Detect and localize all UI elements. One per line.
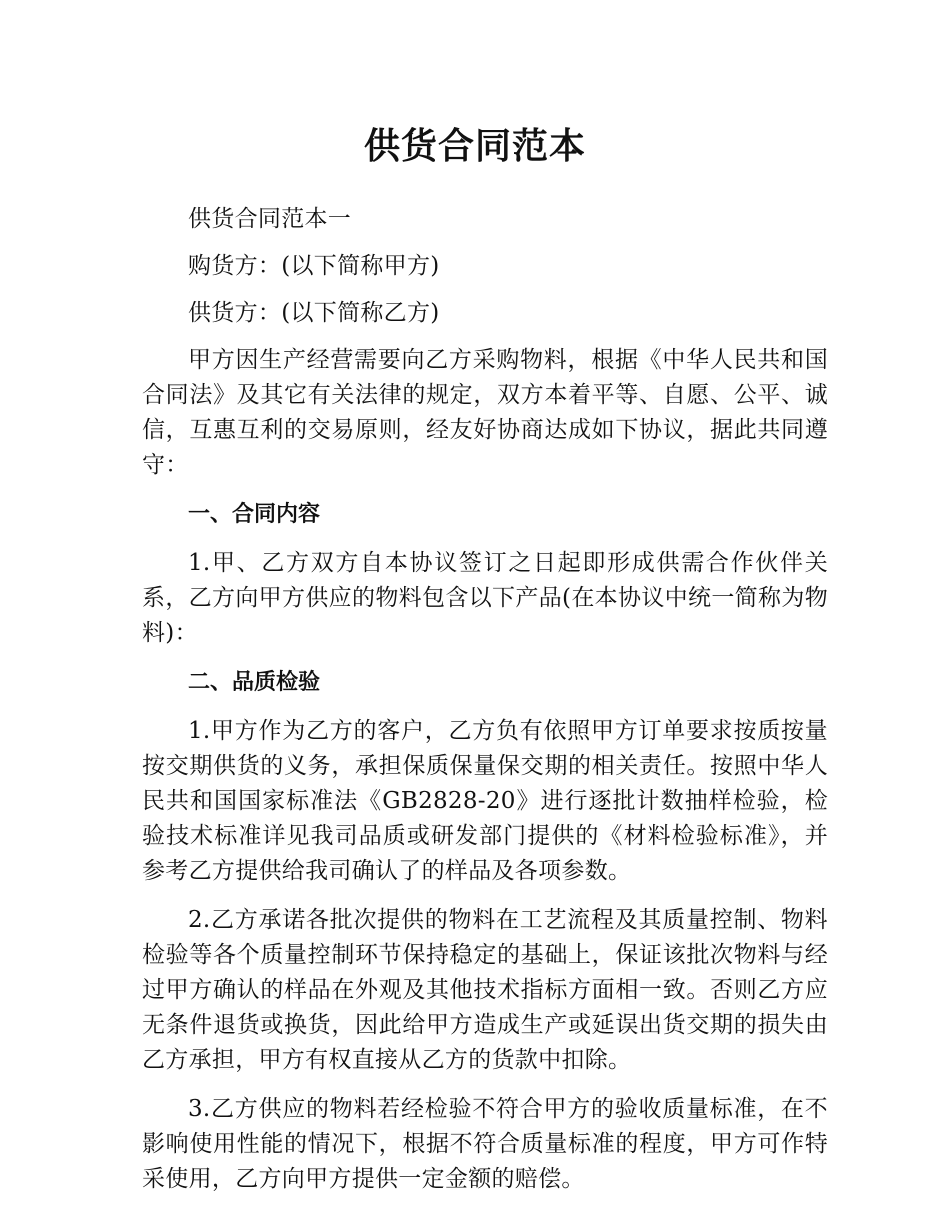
section-heading-contract-content: 一、合同内容 [188, 502, 321, 527]
preamble-paragraph: 甲方因生产经营需要向乙方采购物料，根据《中华人民共和国合同法》及其它有关法律的规定，双方本着平等、自愿、公平、诚信，互惠互利的交易原则，经友好协商达成如下协议，据此共同遵守： [142, 347, 828, 478]
document-body [142, 202, 828, 1211]
section2-paragraph-3: 3.乙方供应的物料若经检验不符合甲方的验收质量标准，在不影响使用性能的情况下，根据不符合质量标准的程度，甲方可作特采使用，乙方向甲方提供一定金额的赔偿。 [142, 1096, 828, 1192]
section2-paragraph-1: 1.甲方作为乙方的客户，乙方负有依照甲方订单要求按质按量按交期供货的义务，承担保质保量保交期的相关责任。按照中华人民共和国国家标准法《GB2828-20》进行逐批计数抽样检验，检验技术标准详见我司品质或研发部门提供的《材料检验标准》，并参考乙方提供给我司确认了的样品及各项参数。 [142, 718, 828, 884]
section-heading-quality-inspection: 二、品质检验 [188, 670, 321, 695]
buyer-line: 购货方：(以下简称甲方) [188, 253, 440, 279]
contract-subtitle: 供货合同范本一 [188, 206, 352, 232]
section2-paragraph-2: 2.乙方承诺各批次提供的物料在工艺流程及其质量控制、物料检验等各个质量控制环节保持稳定的基础上，保证该批次物料与经过甲方确认的样品在外观及其他技术指标方面相一致。否则乙方应无条件退货或换货，因此给甲方造成生产或延误出货交期的损失由乙方承担，甲方有权直接从乙方的货款中扣除。 [142, 907, 828, 1073]
document-title: 供货合同范本 [363, 126, 586, 167]
section1-paragraph-1: 1.甲、乙方双方自本协议签订之日起即形成供需合作伙伴关系，乙方向甲方供应的物料包含以下产品(在本协议中统一简称为物料)： [142, 550, 828, 646]
supplier-line: 供货方：(以下简称乙方) [188, 300, 440, 326]
